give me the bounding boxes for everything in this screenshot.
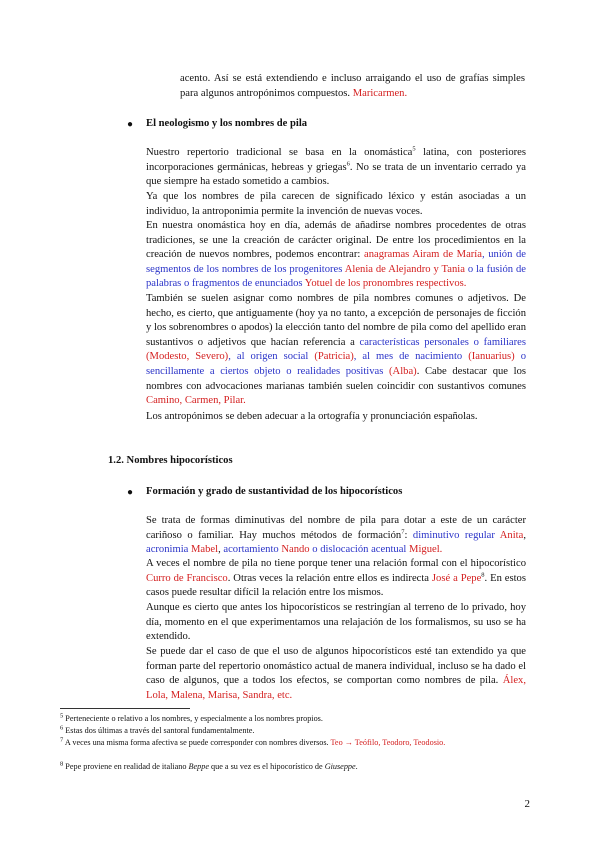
paragraph: Los antropónimos se deben adecuar a la ortografía y pronunciación españolas. bbox=[146, 411, 478, 422]
paragraph: En nuestra onomástica hoy en día, además de añadirse nombres procedentes de otras tradiciones, se une la creación de carácter original. De entre los procedimientos en la creación de nuevos nombres, podemos encontrar: anagramas Airam de María, unión de segmentos de los nombres de los progenitores Alenia de Alejandro y Tania o la fusión de palabras o fragmentos de enunciados Yotuel de los pronombres respectivos. bbox=[146, 220, 527, 290]
footnote-ref: 6 bbox=[346, 160, 350, 168]
paragraph: Ya que los nombres de pila carecen de significado léxico y están asociadas a un individuo, la antroponimia permite la invención de nuevas voces. bbox=[146, 191, 526, 217]
footnote-ref: 7 bbox=[401, 528, 405, 536]
footnote: $^5$ Perteneciente o relativo a los nombres, y especialmente a los nombres propios. bbox=[60, 712, 323, 723]
footnote-separator bbox=[60, 708, 190, 709]
paragraph: Se puede dar el caso de que el uso de algunos hipocorísticos esté tan extendido ya que forman parte del repertorio onomástico actual de manera individual, incluso se ha dado el caso de algunos, que a todos los efectos, se comportan como nombres de pila. Álex, Lola, Malena, Marisa, Sandra, etc. bbox=[146, 646, 526, 701]
paragraph: Aunque es cierto que antes los hipocorísticos se restringían al terreno de lo privado, hoy día, momento en el que experimentamos una relajación de los formalismos, su uso se ha extendido. bbox=[146, 602, 526, 643]
subsection-heading: Formación y grado de sustantividad de los hipocorísticos bbox=[146, 486, 403, 497]
paragraph: Nuestro repertorio tradicional se basa en la onomástica$^5$ latina, con posteriores incorporaciones germánicas, hebreas y griegas$^6$. No se trata de un inventario cerrado ya que siempre ha estado sometido a cambios. bbox=[146, 145, 526, 188]
page-number: 2 bbox=[524, 798, 530, 810]
footnote: $^6$ Estas dos últimas a través del santoral fundamentalmente. bbox=[60, 724, 255, 735]
section-heading: 1.2. Nombres hipocorísticos bbox=[108, 455, 233, 466]
paragraph: A veces el nombre de pila no tiene porque tener una relación formal con el hipocorístico Curro de Francisco. Otras veces la relación entre ellos es indirecta José a Pepe$^8$. En estos casos puede resultar difícil la relación entre los mismos. bbox=[146, 558, 526, 599]
intro-paragraph: acento. Así se está extendiendo e incluso arraigando el uso de grafías simples para algunos antropónimos compuestos. Maricarmen. bbox=[180, 73, 525, 99]
bullet-icon: ● bbox=[127, 487, 134, 498]
paragraph: Se trata de formas diminutivas del nombre de pila para dotar a este de un carácter cariñoso o familiar. Hay muchos métodos de formación$^7$: diminutivo regular Anita, acronimia Mabel, acortamiento Nando o dislocación acentual Miguel. bbox=[146, 515, 526, 556]
footnote-ref: 8 bbox=[481, 571, 485, 579]
example-text: Maricarmen. bbox=[352, 87, 408, 99]
footnote: $^7$ A veces una misma forma afectiva se puede corresponder con nombres diversos. Teo → Teófilo, Teodoro, Teodosio. bbox=[60, 736, 446, 747]
section-heading: El neologismo y los nombres de pila bbox=[146, 118, 308, 129]
footnote-ref: 5 bbox=[412, 145, 416, 153]
footnote: $^8$ Pepe proviene en realidad de italiano Beppe que a su vez es el hipocorístico de Giuseppe. bbox=[60, 760, 358, 771]
paragraph: También se suelen asignar como nombres de pila nombres comunes o adjetivos. De hecho, es cierto, que antiguamente (hoy ya no tanto, a excepción de personajes de ficción y los sobrenombres o apodos) la elección tanto del nombre de pila como del apellido eran sustantivos o adjetivos que hacían referencia a características personales o familiares (Modesto, Severo), al origen social (Patricia), al mes de nacimiento (Ianuarius) o sencillamente a ciertos objeto o realidades positivas (Alba). Cabe destacar que los nombres con advocaciones marianas también suelen coincidir con sustantivos comunes Camino, Carmen, Pilar. bbox=[146, 293, 527, 407]
bullet-icon: ● bbox=[127, 119, 134, 130]
